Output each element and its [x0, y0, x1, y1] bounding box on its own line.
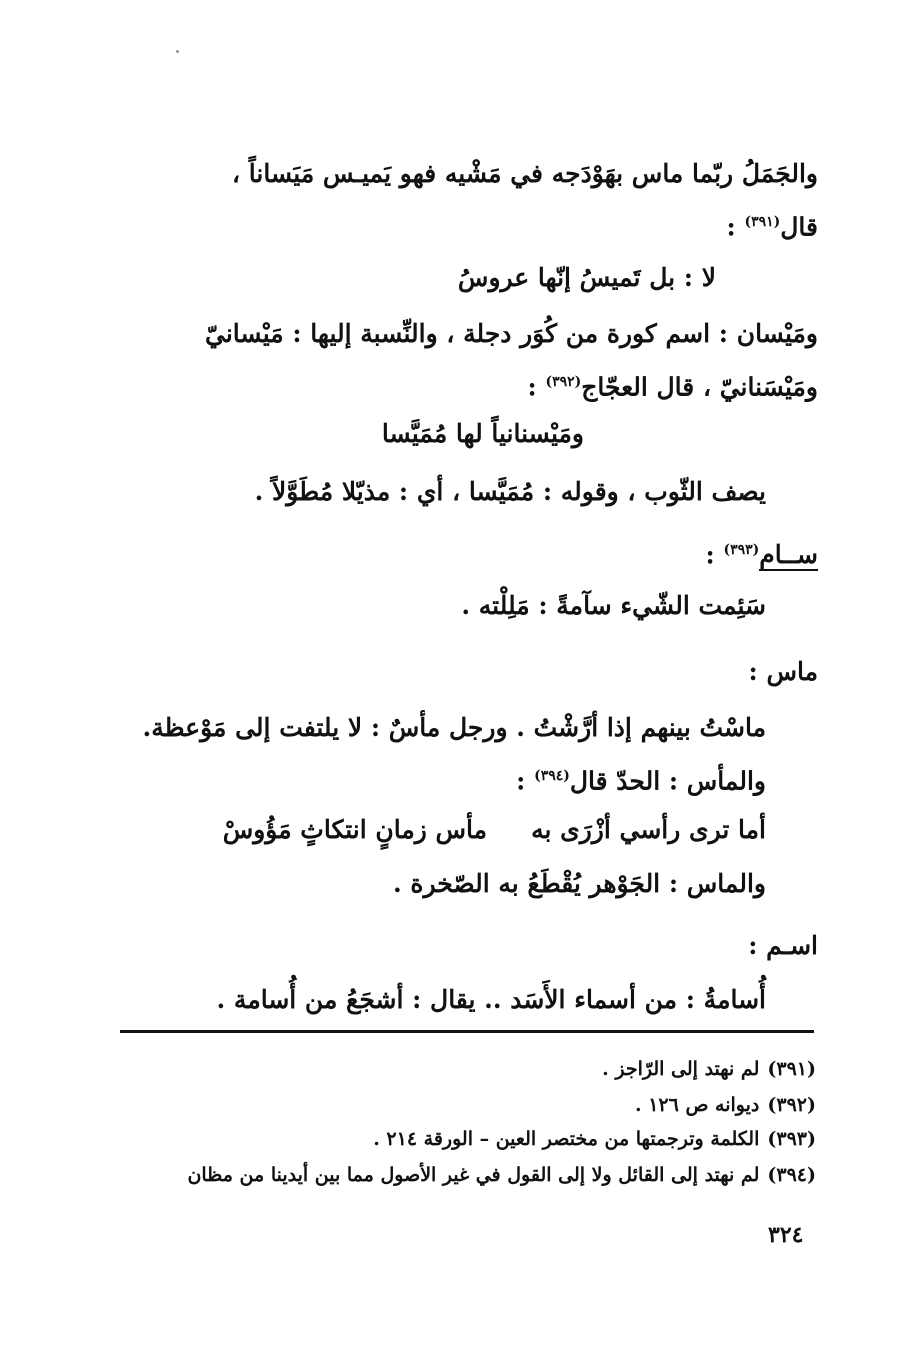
text-segment: قال [780, 212, 818, 242]
text-line: والجَمَلُ ربّما ماس بهَوْدَجه في مَشْيه فهو يَميـس مَيَساناً ، [232, 159, 818, 188]
footnote-ref: (٣٩٢) [545, 374, 582, 390]
footnote-ref: (٣٩٣) [723, 542, 760, 558]
footnote [602, 1056, 816, 1082]
text-segment: : [726, 212, 745, 242]
verse-hemistich-2: مأس زمانٍ انتكاثٍ مَؤُوسْ [222, 815, 488, 844]
verse-line: لا : بل تَميسُ إنّها عروسُ [457, 263, 716, 292]
footnote-number: (٣٩٤) [767, 1164, 816, 1186]
text-line: أُسامةُ : من أسماء الأَسَد .. يقال : أشجَعُ من أُسامة . [216, 985, 766, 1014]
text-line: ومَيْسان : اسم كورة من كُوَر دجلة ، والنِّسبة إليها : مَيْسانيّ [205, 319, 818, 348]
footnote-number: (٣٩٢) [767, 1094, 816, 1116]
verse-hemistich-1: أما ترى رأسي أزْرَى به [531, 815, 766, 844]
entry-heading [706, 534, 818, 571]
footnote-text: لم نهتد إلى الرّاجز . [602, 1058, 760, 1080]
heading-word: ســام [759, 540, 818, 570]
text-line-with-footnote [727, 206, 818, 243]
text-line-with-footnote [516, 760, 766, 797]
entry-heading: ماس : [748, 657, 818, 686]
footnote [635, 1092, 816, 1118]
text-line: يصف الثّوب ، وقوله : مُمَيَّسا ، أي : مذيّلا مُطَوَّلاً . [254, 477, 766, 506]
text-line: ماسْتُ بينهم إذا أرَّشْتُ . ورجل مأسٌ : لا يلتفت إلى مَوْعظة. [142, 713, 766, 742]
verse-line [223, 814, 766, 846]
footnote [373, 1126, 816, 1152]
footnote [187, 1162, 816, 1188]
footnote-ref: (٣٩٤) [534, 768, 570, 784]
text-segment: : [527, 372, 546, 402]
text-segment: : [516, 766, 535, 796]
page-number: ٣٢٤ [768, 1222, 804, 1248]
scan-speck [176, 50, 179, 53]
footnote-text: الكلمة وترجمتها من مختصر العين – الورقة ٢١٤ . [373, 1128, 760, 1150]
text-line-with-footnote [528, 366, 818, 403]
footnote-text: ديوانه ص ١٢٦ . [634, 1094, 760, 1116]
entry-heading: اسـم : [748, 931, 818, 960]
text-segment: ومَيْسَنانيّ ، قال العجّاج [581, 372, 818, 402]
footnote-ref: (٣٩١) [744, 214, 781, 230]
footnote-number: (٣٩٣) [767, 1128, 816, 1150]
heading-colon: : [705, 540, 724, 570]
text-segment: والمأس : الحدّ قال [569, 766, 766, 796]
footnote-text: لم نهتد إلى القائل ولا إلى القول في غير الأصول مما بين أيدينا من مظان [187, 1164, 760, 1186]
verse-line: ومَيْسنانياً لها مُمَيَّسا [381, 419, 584, 448]
footnote-number: (٣٩١) [767, 1058, 816, 1080]
text-line: سَئِمت الشّيء سآمةً : مَلِلْته . [461, 591, 766, 620]
text-line: والماس : الجَوْهر يُقْطَعُ به الصّخرة . [392, 869, 766, 898]
footnote-divider [120, 1030, 814, 1033]
